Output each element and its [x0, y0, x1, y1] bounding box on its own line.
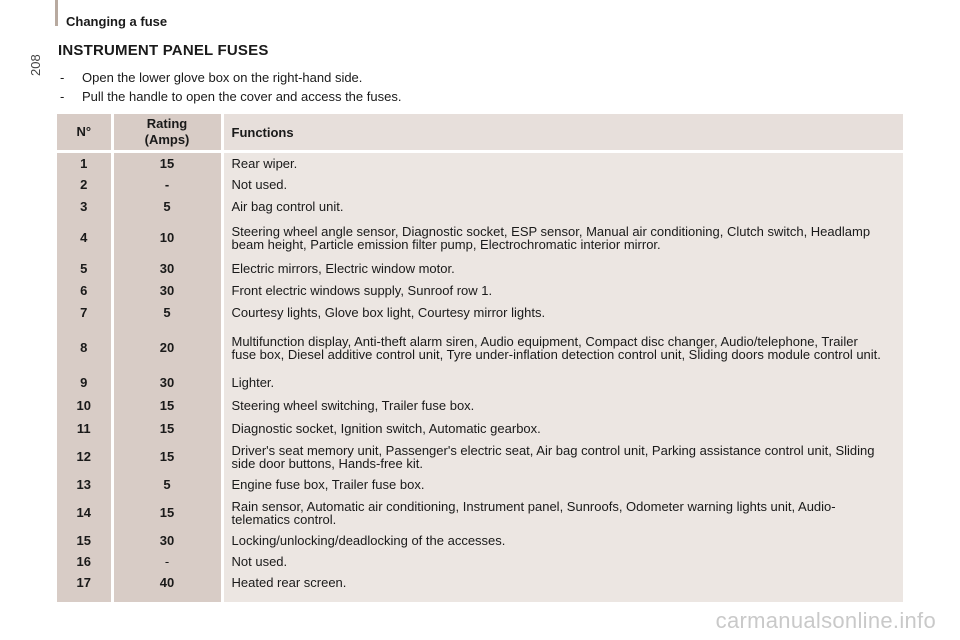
table-row [57, 394, 903, 418]
table-row [57, 474, 903, 496]
section-header: Changing a fuse [66, 14, 168, 29]
fuse-rating: 30 [112, 530, 222, 552]
column-header-rating [112, 114, 222, 152]
column-header-functions: Functions [222, 114, 903, 152]
fuse-rating: 30 [112, 372, 222, 394]
column-header-number: N° [57, 114, 112, 152]
fuse-functions: Driver's seat memory unit, Passenger's electric seat, Air bag control unit, Parking assistance control unit, Sliding side door buttons, Hands-free kit. [222, 440, 903, 474]
fuse-rating: 40 [112, 572, 222, 602]
fuse-functions: Not used. [222, 174, 903, 196]
bullet-dash: - [60, 70, 65, 85]
fuse-number: 7 [57, 302, 112, 324]
table-row [57, 302, 903, 324]
watermark: carmanualsonline.info [715, 608, 936, 633]
fuse-number: 15 [57, 530, 112, 552]
fuse-functions: Steering wheel angle sensor, Diagnostic socket, ESP sensor, Manual air conditioning, Clutch switch, Headlamp beam height, Particle emission filter pump, Electrochromatic interior mirror. [222, 218, 903, 258]
fuse-functions: Rain sensor, Automatic air conditioning, Instrument panel, Sunroofs, Odometer warning lights unit, Audio-telematics control. [222, 496, 903, 530]
fuse-functions: Multifunction display, Anti-theft alarm siren, Audio equipment, Compact disc changer, Audio/telephone, Trailer fuse box, Diesel additive control unit, Tyre under-inflation detection control unit, Sliding doors module control unit. [222, 324, 903, 372]
fuse-number: 4 [57, 218, 112, 258]
fuse-functions: Steering wheel switching, Trailer fuse box. [222, 394, 903, 418]
fuse-functions: Locking/unlocking/deadlocking of the accesses. [222, 530, 903, 552]
fuse-functions: Rear wiper. [222, 152, 903, 174]
table-row [57, 496, 903, 530]
fuse-number: 1 [57, 152, 112, 174]
fuse-functions: Not used. [222, 552, 903, 572]
fuse-number: 14 [57, 496, 112, 530]
fuse-number: 10 [57, 394, 112, 418]
table-row [57, 572, 903, 602]
fuse-number: 6 [57, 280, 112, 302]
fuse-rating: 30 [112, 280, 222, 302]
fuse-rating: 5 [112, 196, 222, 218]
fuse-rating: 15 [112, 440, 222, 474]
fuse-rating: 20 [112, 324, 222, 372]
table-header-row [57, 114, 903, 152]
table-row [57, 530, 903, 552]
fuse-number: 2 [57, 174, 112, 196]
table-row [57, 218, 903, 258]
fuse-rating: 30 [112, 258, 222, 280]
table-row [57, 324, 903, 372]
table-row [57, 440, 903, 474]
fuse-rating: 15 [112, 418, 222, 440]
table-row [57, 418, 903, 440]
instruction-list [60, 68, 401, 106]
fuse-number: 13 [57, 474, 112, 496]
instruction-item [60, 68, 401, 87]
fuse-number: 3 [57, 196, 112, 218]
fuse-functions: Air bag control unit. [222, 196, 903, 218]
fuse-rating: 10 [112, 218, 222, 258]
fuse-functions: Heated rear screen. [222, 572, 903, 602]
fuse-rating: 15 [112, 152, 222, 174]
fuse-number: 16 [57, 552, 112, 572]
fuse-number: 5 [57, 258, 112, 280]
fuse-rating: - [112, 174, 222, 196]
page-title: INSTRUMENT PANEL FUSES [58, 42, 269, 59]
fuse-functions: Front electric windows supply, Sunroof row 1. [222, 280, 903, 302]
instruction-item [60, 87, 401, 106]
table-row [57, 372, 903, 394]
table-row [57, 258, 903, 280]
fuse-rating: 5 [112, 302, 222, 324]
fuse-number: 8 [57, 324, 112, 372]
fuse-table [57, 114, 903, 602]
fuse-rating: 5 [112, 474, 222, 496]
rating-header-line1: Rating [146, 116, 188, 131]
bullet-dash: - [60, 89, 65, 104]
fuse-functions: Lighter. [222, 372, 903, 394]
table-row [57, 174, 903, 196]
fuse-number: 11 [57, 418, 112, 440]
table-row [57, 196, 903, 218]
section-marker-bar [55, 0, 58, 26]
table-row [57, 152, 903, 174]
fuse-rating: 15 [112, 496, 222, 530]
instruction-text: Open the lower glove box on the right-hand side. [82, 70, 363, 85]
table-row [57, 280, 903, 302]
instruction-text: Pull the handle to open the cover and access the fuses. [82, 89, 402, 104]
fuse-rating: - [112, 552, 222, 572]
fuse-number: 17 [57, 572, 112, 602]
fuse-functions: Electric mirrors, Electric window motor. [222, 258, 903, 280]
fuse-number: 9 [57, 372, 112, 394]
fuse-functions: Courtesy lights, Glove box light, Courtesy mirror lights. [222, 302, 903, 324]
table-row [57, 552, 903, 572]
fuse-number: 12 [57, 440, 112, 474]
fuse-rating: 15 [112, 394, 222, 418]
rating-header-line2: (Amps) [144, 132, 190, 147]
fuse-functions: Engine fuse box, Trailer fuse box. [222, 474, 903, 496]
page-number: 208 [28, 54, 43, 76]
fuse-functions: Diagnostic socket, Ignition switch, Automatic gearbox. [222, 418, 903, 440]
